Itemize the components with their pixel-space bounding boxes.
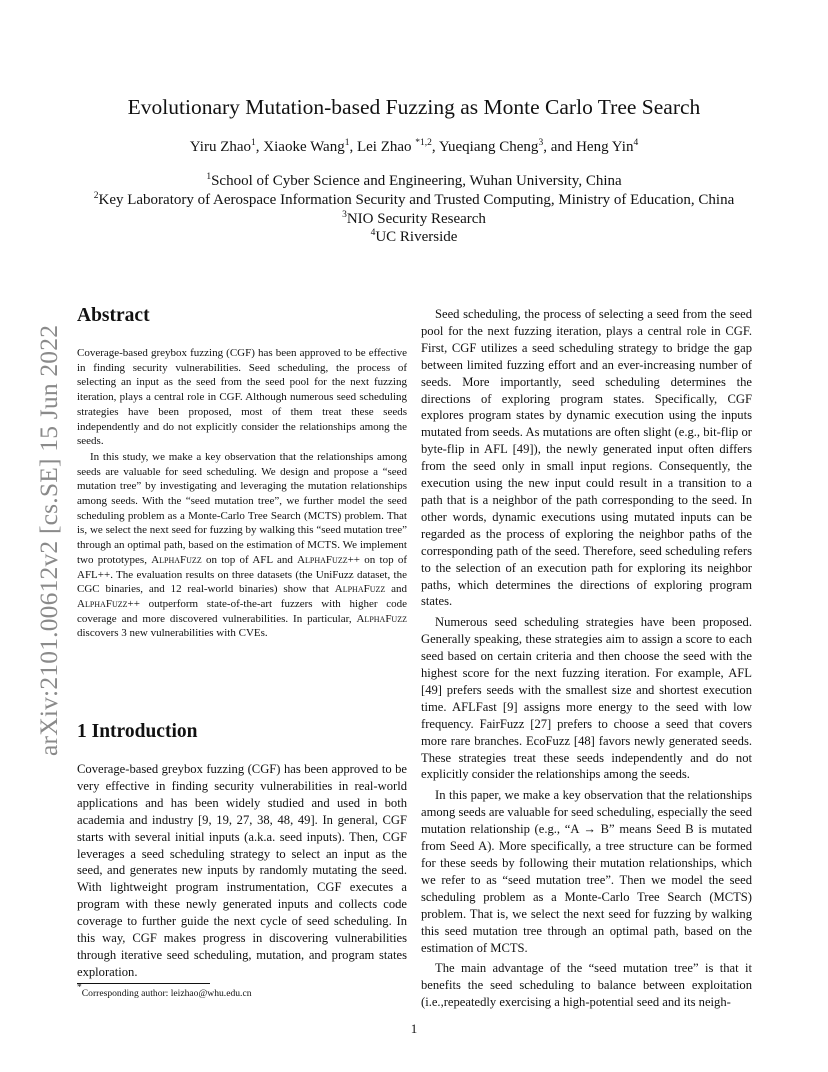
author-name: and Heng Yin <box>550 139 634 155</box>
author-affil-mark: 1 <box>251 138 256 148</box>
abstract-paragraph: In this study, we make a key observation that the relationships among seeds are valuable for seed scheduling. We design and propose a “seed mutation tree” by investigating and leveraging the mutation relationships among seeds. With the “seed mutation tree”, we further model the seed scheduling problem as a Monte-Carlo Tree Search (MCTS) problem. That is, we select the next seed for fuzzing by walking this “seed mutation tree” through an optimal path, based on the estimation of MCTS. We implement two prototypes, AlphaFuzz on top of AFL and AlphaFuzz++ on top of AFL++. The evaluation results on three datasets (the UniFuzz dataset, the CGC binaries, and 12 real-world binaries) show that AlphaFuzz and AlphaFuzz++ outperform state-of-the-art fuzzers with higher code coverage and more discovered vulnerabilities. In particular, AlphaFuzz discovers 3 new vulnerabilities with CVEs. <box>77 450 407 640</box>
body-paragraph: Numerous seed scheduling strategies have been proposed. Generally speaking, these strategies aim to assign a score to each seed based on certain criteria and then choose the seed with the highest score for the next fuzzing iteration. For example, AFL [49] prefers seeds with the smallest size and shortest execution time. AFLFast [9] assigns more energy to the seed with low frequency. FairFuzz [27] prefers to choose a seed that covers more rare branches. EcoFuzz [48] favors newly generated seeds. These strategies treat these seeds independently and do not explicitly consider the relationships among the seeds. <box>421 615 752 782</box>
system-name: AlphaFuzz <box>151 553 202 566</box>
affiliation <box>80 228 748 247</box>
body-paragraph: Seed scheduling, the process of selecting a seed from the seed pool for the next fuzzing iteration, plays a central role in CGF. First, CGF utilizes a seed scheduling strategy to bridge the gap between limited fuzzing effort and an ever-increasing number of seeds. More importantly, seed scheduling determines the directions of exploring program states. Specifically, CGF explores program states by dynamic execution using the inputs mutated from seeds. As mutations are often slight (e.g., bit-flip or byte-flip in AFL [49]), the newly generated input often differs from the seed only in small input regions. Consequently, the execution using the new input could result in a transition to a path that is a neighbor of the path corresponding to the seed. In other words, dynamic executions using mutated inputs can be regarded as the process of exploring the neighbor paths of the corresponding path of the seed. Therefore, seed scheduling refers to the selection of an execution path for exploring its neighbor paths, which determines the directions of exploring program states. <box>421 307 752 609</box>
affil-mark: 2 <box>93 190 99 201</box>
author-list: Yiru Zhao$^1$, Xiaoke Wang$^1$, Lei Zhao $^{*1,2}$, Yueqiang Cheng$^3$, and Heng Yin$^4$ <box>189 138 639 155</box>
author-affil-mark: 1 <box>344 138 350 148</box>
author-affil-mark: *1,2 <box>415 138 432 148</box>
system-name: AlphaFuzz++ <box>77 597 140 610</box>
affil-text: Key Laboratory of Aerospace Information Security and Trusted Computing, Ministry of Education, China <box>98 191 735 208</box>
author-affil-mark: 4 <box>633 138 639 148</box>
affil-mark: 1 <box>206 172 212 182</box>
author-name: Yiru Zhao <box>189 139 252 155</box>
affiliation <box>80 191 748 210</box>
affiliations <box>80 172 748 247</box>
affil-mark: 4 <box>370 228 376 239</box>
right-column-body <box>421 306 752 1011</box>
system-name: AlphaFuzz <box>356 612 407 625</box>
author-name: Lei Zhao <box>356 139 412 155</box>
affil-text: School of Cyber Science and Engineering, Wuhan University, China <box>211 173 622 189</box>
affil-text: NIO Security Research <box>346 210 486 227</box>
affil-mark: 3 <box>342 209 347 220</box>
body-paragraph: Coverage-based greybox fuzzing (CGF) has been approved to be very effective in finding security vulnerabilities in real-world applications and has been widely studied and used in both academia and industry [9, 19, 27, 38, 48, 49]. In general, CGF starts with several initial inputs (a.k.a. seed inputs). Then, CGF leverages a seed scheduling strategy to select an input as the seed, and generates new inputs by randomly mutating the seed. With lightweight program instrumentation, CGF executes a program with these newly generated inputs and collects code coverage to further guide the next cycle of seed scheduling. In this way, CGF makes progress in discovering vulnerabilities through iterative seed scheduling, mutation, and program states exploration. <box>77 762 407 979</box>
author-name: Yueqiang Cheng <box>438 139 539 155</box>
affiliation <box>80 210 748 229</box>
introduction-body <box>77 761 407 981</box>
system-name: AlphaFuzz <box>334 583 386 596</box>
author-name: Xiaoke Wang <box>263 139 345 155</box>
affil-text: UC Riverside <box>375 229 458 246</box>
body-paragraph: The main advantage of the “seed mutation tree” is that it benefits the seed scheduling to balance between exploitation (i.e.,repeatedly exercising a high-potential seed and its neigh- <box>421 961 752 1010</box>
author-affil-mark: 3 <box>538 138 544 148</box>
paper-title: Evolutionary Mutation-based Fuzzing as Monte Carlo Tree Search <box>127 95 701 119</box>
abstract-body <box>77 346 407 641</box>
section-heading-introduction: 1 Introduction <box>77 721 198 742</box>
abstract-paragraph: Coverage-based greybox fuzzing (CGF) has been approved to be effective in finding security vulnerabilities. Seed scheduling, the process of selecting an input as the seed from the seed pool for the next fuzzing iteration, plays a central role in CGF. Although numerous seed scheduling strategies have been proposed, most of them treat these seeds independently and do not explicitly consider the relationships among the seeds. <box>77 347 407 448</box>
body-paragraph: In this paper, we make a key observation that the relationships among seeds are valuable for seed scheduling, especially the seed mutation relationship (e.g., “A → B” means Seed B is mutated from Seed A). More specifically, a tree structure can be formed for these seeds by following their mutation relationships, which we refer to as “seed mutation tree”. Then we model the seed scheduling problem as a Monte-Carlo Tree Search (MCTS) problem. That is, we select the next seed for fuzzing by walking this seed mutation tree through an optimal path, based on the estimation of MCTS. <box>421 788 752 955</box>
footnote-rule <box>77 983 210 984</box>
abstract-heading: Abstract <box>77 305 150 326</box>
footnote <box>77 983 407 999</box>
footnote-mark: * <box>77 983 82 993</box>
system-name: AlphaFuzz++ <box>297 553 361 566</box>
affiliation <box>80 172 748 191</box>
footnote-text: Corresponding author: leizhao@whu.edu.cn <box>81 988 252 999</box>
arxiv-identifier[interactable]: arXiv:2101.00612v2 [cs.SE] 15 Jun 2022 <box>34 324 63 756</box>
page-number: 1 <box>410 1021 418 1036</box>
